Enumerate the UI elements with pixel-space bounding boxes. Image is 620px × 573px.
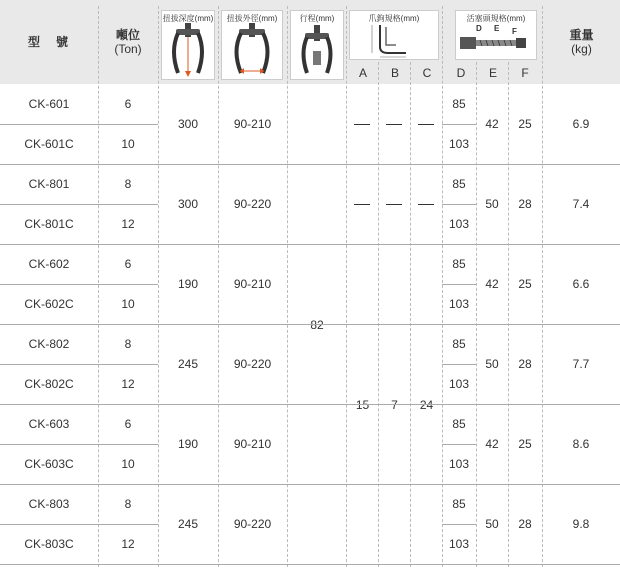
diameter-cell: 90-210 xyxy=(233,117,272,131)
dash-mark xyxy=(354,124,370,125)
model-cell: CK-603C xyxy=(24,457,74,471)
piston-letter-f: F xyxy=(512,27,517,36)
weight-header-unit: (kg) xyxy=(571,42,592,56)
depth-title: 扭拔深度(mm) xyxy=(162,14,214,23)
stroke-value: 82 xyxy=(310,318,324,332)
d-cell: 103 xyxy=(448,137,470,151)
piston-letter-d: D xyxy=(476,24,482,33)
piston-diagram xyxy=(455,10,537,60)
d-cell: 103 xyxy=(448,457,470,471)
e-cell: 50 xyxy=(485,517,499,531)
ton-cell: 12 xyxy=(121,537,135,551)
model-cell: CK-802C xyxy=(24,377,74,391)
diameter-cell: 90-220 xyxy=(233,197,272,211)
model-cell: CK-603 xyxy=(28,417,70,431)
puller-depth-icon xyxy=(162,11,214,79)
tonnage-header-label: 噸位 xyxy=(115,28,140,42)
group-separator xyxy=(0,564,620,565)
model-header xyxy=(0,0,98,84)
claw-c-value: 24 xyxy=(419,398,434,412)
diameter-cell: 90-210 xyxy=(233,277,272,291)
ton-cell: 6 xyxy=(124,417,132,431)
weight-cell: 6.6 xyxy=(572,277,590,291)
sub-col-d: D xyxy=(446,62,476,84)
puller-stroke-icon xyxy=(291,11,343,79)
weight-cell: 6.9 xyxy=(572,117,590,131)
model-cell: CK-803 xyxy=(28,497,70,511)
claw-a-value: 15 xyxy=(355,398,370,412)
depth-cell: 190 xyxy=(177,277,199,291)
weight-cell: 7.4 xyxy=(572,197,590,211)
depth-cell: 190 xyxy=(177,437,199,451)
d-cell: 103 xyxy=(448,297,470,311)
d-cell: 103 xyxy=(448,377,470,391)
tonnage-header xyxy=(98,0,158,84)
ton-cell: 12 xyxy=(121,377,135,391)
d-cell: 85 xyxy=(452,337,466,351)
model-cell: CK-601C xyxy=(24,137,74,151)
d-cell: 85 xyxy=(452,417,466,431)
ton-cell: 10 xyxy=(121,457,135,471)
ton-cell: 8 xyxy=(124,497,132,511)
empty-cell xyxy=(346,84,378,164)
stroke-diagram xyxy=(290,10,344,80)
f-cell: 25 xyxy=(518,117,532,131)
dash-mark xyxy=(386,204,402,205)
e-cell: 50 xyxy=(485,357,499,371)
empty-cell xyxy=(378,164,410,244)
model-header-label: 型 號 xyxy=(27,35,70,49)
sub-col-a: A xyxy=(348,62,378,84)
model-cell: CK-602 xyxy=(28,257,70,271)
depth-cell: 245 xyxy=(177,517,199,531)
model-cell: CK-601 xyxy=(28,97,70,111)
e-cell: 42 xyxy=(485,437,499,451)
f-cell: 28 xyxy=(518,357,532,371)
claw-b-value: 7 xyxy=(391,398,398,412)
f-cell: 28 xyxy=(518,197,532,211)
piston-icon xyxy=(456,11,536,59)
ton-cell: 8 xyxy=(124,337,132,351)
e-cell: 50 xyxy=(485,197,499,211)
piston-letter-e: E xyxy=(494,24,500,33)
depth-diagram xyxy=(161,10,215,80)
sub-col-f: F xyxy=(510,62,540,84)
d-cell: 103 xyxy=(448,217,470,231)
diameter-diagram xyxy=(221,10,283,80)
empty-cell xyxy=(410,164,442,244)
dash-mark xyxy=(418,204,434,205)
d-cell: 103 xyxy=(448,537,470,551)
dash-mark xyxy=(386,124,402,125)
weight-header-label: 重量 xyxy=(569,28,594,42)
ton-cell: 6 xyxy=(124,257,132,271)
diameter-cell: 90-210 xyxy=(233,437,272,451)
model-cell: CK-801C xyxy=(24,217,74,231)
d-cell: 85 xyxy=(452,177,466,191)
e-cell: 42 xyxy=(485,117,499,131)
depth-cell: 245 xyxy=(177,357,199,371)
depth-cell: 300 xyxy=(177,197,199,211)
ton-cell: 6 xyxy=(124,97,132,111)
empty-cell xyxy=(378,84,410,164)
claw-icon xyxy=(350,11,438,59)
claw-diagram xyxy=(349,10,439,60)
empty-cell xyxy=(346,164,378,244)
model-cell: CK-803C xyxy=(24,537,74,551)
model-cell: CK-602C xyxy=(24,297,74,311)
dash-mark xyxy=(418,124,434,125)
f-cell: 28 xyxy=(518,517,532,531)
model-cell: CK-801 xyxy=(28,177,70,191)
diameter-cell: 90-220 xyxy=(233,357,272,371)
ton-cell: 8 xyxy=(124,177,132,191)
sub-col-e: E xyxy=(478,62,508,84)
e-cell: 42 xyxy=(485,277,499,291)
piston-title: 活塞頭規格(mm) xyxy=(466,14,526,23)
sub-col-c: C xyxy=(412,62,442,84)
claw-title: 爪鉤規格(mm) xyxy=(368,14,420,23)
weight-cell: 8.6 xyxy=(572,437,590,451)
depth-cell: 300 xyxy=(177,117,199,131)
model-cell: CK-802 xyxy=(28,337,70,351)
d-cell: 85 xyxy=(452,257,466,271)
sub-col-b: B xyxy=(380,62,410,84)
diameter-cell: 90-220 xyxy=(233,517,272,531)
ton-cell: 10 xyxy=(121,137,135,151)
weight-header xyxy=(543,0,620,84)
stroke-title: 行程(mm) xyxy=(299,14,335,23)
dash-mark xyxy=(354,204,370,205)
d-cell: 85 xyxy=(452,497,466,511)
f-cell: 25 xyxy=(518,277,532,291)
ton-cell: 12 xyxy=(121,217,135,231)
weight-cell: 7.7 xyxy=(572,357,590,371)
ton-cell: 10 xyxy=(121,297,135,311)
tonnage-header-unit: (Ton) xyxy=(114,42,142,56)
empty-cell xyxy=(410,84,442,164)
puller-diameter-icon xyxy=(222,11,282,79)
d-cell: 85 xyxy=(452,97,466,111)
diameter-title: 扭拔外徑(mm) xyxy=(226,14,278,23)
f-cell: 25 xyxy=(518,437,532,451)
weight-cell: 9.8 xyxy=(572,517,590,531)
